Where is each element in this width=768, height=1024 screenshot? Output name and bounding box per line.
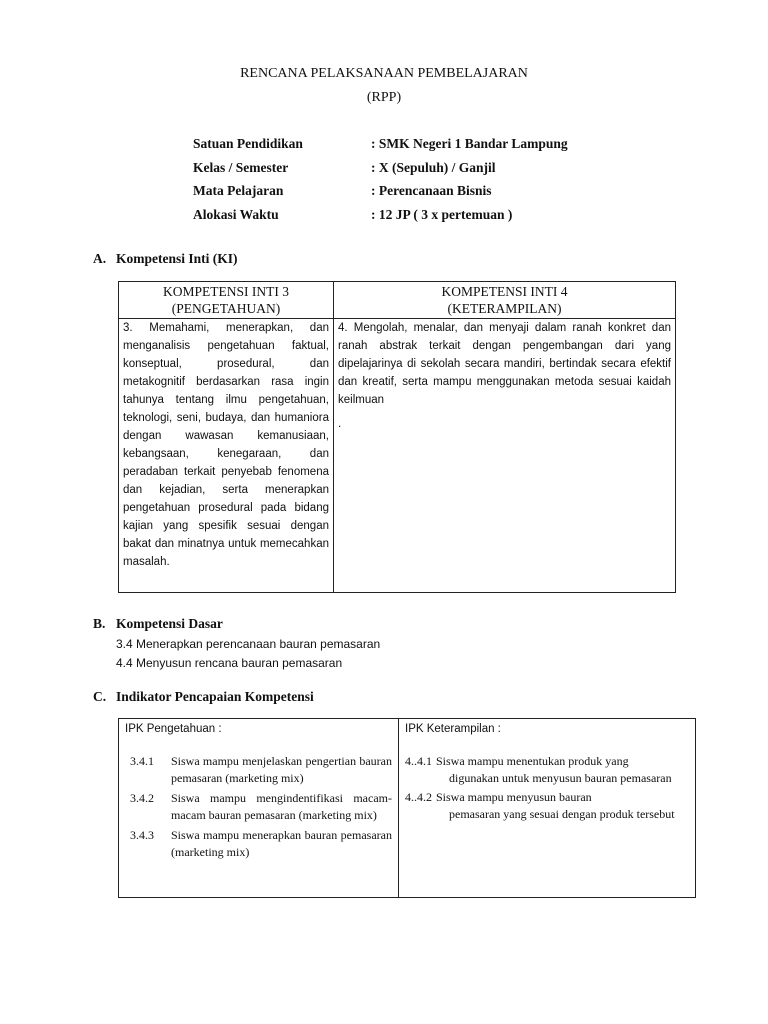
list-item <box>405 789 689 823</box>
identity-row <box>193 160 568 184</box>
table-row <box>119 719 696 898</box>
kompetensi-inti-table <box>118 281 676 593</box>
item-number: 3.4.3 <box>130 828 154 842</box>
ki3-header <box>119 282 334 319</box>
ipk-keterampilan-cell <box>399 719 696 898</box>
item-continuation: pemasaran yang sesuai dengan produk tersebut <box>449 807 675 821</box>
section-title: Indikator Pencapaian Kompetensi <box>116 689 314 704</box>
item-first-line <box>405 789 689 806</box>
section-letter: C. <box>93 689 107 704</box>
identity-label: Alokasi Waktu <box>193 206 279 222</box>
identity-label: Kelas / Semester <box>193 159 289 175</box>
identity-row <box>193 207 568 231</box>
kompetensi-dasar-list <box>116 635 380 673</box>
item-number: 4..4.1 <box>405 754 432 768</box>
identity-label: Satuan Pendidikan <box>193 136 303 151</box>
table-row <box>119 319 676 593</box>
identity-label: Mata Pelajaran <box>193 183 284 198</box>
identity-row <box>193 183 568 207</box>
item-text: Siswa mampu mengindentifikasi macam- macam bauran pemasaran (marketing mix) <box>171 791 392 822</box>
identity-block <box>193 136 568 230</box>
identity-value: : X (Sepuluh) / Ganjil <box>371 159 496 175</box>
ki3-text: 3. Memahami, menerapkan, dan menganalisis pengetahuan faktual, konseptual, prosedural, dan metakognitif berdasarkan rasa ingin tahunya tentang ilmu pengetahuan, teknologi, seni, budaya, dan humaniora dengan wawasan kemanusiaan, kebangsaan, kenegaraan, dan peradaban terkait penyebab fenomena dan kejadian, serta menerapkan pengetahuan prosedural pada bidang kajian yang spesifik sesuai dengan bakat dan minatnya untuk memecahkan masalah. <box>123 322 329 568</box>
section-letter: B. <box>93 616 106 631</box>
item-first-line <box>405 753 689 770</box>
ki4-header-line1: KOMPETENSI INTI 4 <box>441 284 568 299</box>
list-item <box>125 827 392 861</box>
item-number: 3.4.2 <box>130 791 154 805</box>
list-item <box>405 753 689 787</box>
section-c-heading <box>93 689 314 705</box>
identity-value: : 12 JP ( 3 x pertemuan ) <box>371 206 513 222</box>
item-continuation: digunakan untuk menyusun bauran pemasaran <box>449 771 672 785</box>
item-number: 3.4.1 <box>130 754 154 768</box>
list-item <box>125 790 392 824</box>
ki3-header-line2: (PENGETAHUAN) <box>171 301 281 316</box>
item-number: 4..4.2 <box>405 790 432 804</box>
identity-value: : SMK Negeri 1 Bandar Lampung <box>371 136 568 151</box>
ipk-pengetahuan-cell <box>119 719 399 898</box>
ipk-table <box>118 718 696 898</box>
section-a-heading <box>93 251 238 267</box>
item-text: Siswa mampu menentukan produk yang <box>436 754 629 768</box>
ki4-header <box>334 282 676 319</box>
section-b-heading <box>93 616 223 632</box>
ipk-pengetahuan-header: IPK Pengetahuan : <box>125 723 222 735</box>
ki4-cell <box>334 319 676 593</box>
item-text: Siswa mampu menyusun bauran <box>436 790 592 804</box>
list-item: 3.4 Menerapkan perencanaan bauran pemasaran <box>116 637 381 651</box>
section-title: Kompetensi Inti (KI) <box>116 251 238 266</box>
section-title: Kompetensi Dasar <box>116 616 223 631</box>
ki3-cell <box>119 319 334 593</box>
table-header-row <box>119 282 676 319</box>
ipk-keterampilan-header: IPK Keterampilan : <box>405 723 501 735</box>
section-letter: A. <box>93 251 107 266</box>
document-subtitle: (RPP) <box>366 90 402 105</box>
document-title: RENCANA PELAKSANAAN PEMBELAJARAN <box>240 66 528 81</box>
list-item <box>125 753 392 787</box>
ki4-header-line2: (KETERAMPILAN) <box>447 301 562 316</box>
list-item: 4.4 Menyusun rencana bauran pemasaran <box>116 656 343 670</box>
item-text: Siswa mampu menerapkan bauran pemasaran (marketing mix) <box>171 828 392 859</box>
identity-row <box>193 136 568 160</box>
ki3-header-line1: KOMPETENSI INTI 3 <box>163 284 289 299</box>
stray-dot: . <box>338 418 342 430</box>
ki4-text: 4. Mengolah, menalar, dan menyaji dalam ranah konkret dan ranah abstrak terkait dengan pengembangan dari yang dipelajarinya di sekolah secara mandiri, bertindak secara efektif dan kreatif, serta mampu menggunakan metoda sesuai kaidah keilmuan <box>338 322 671 406</box>
item-text: Siswa mampu menjelaskan pengertian bauran pemasaran (marketing mix) <box>171 754 392 785</box>
identity-value: : Perencanaan Bisnis <box>371 183 492 198</box>
